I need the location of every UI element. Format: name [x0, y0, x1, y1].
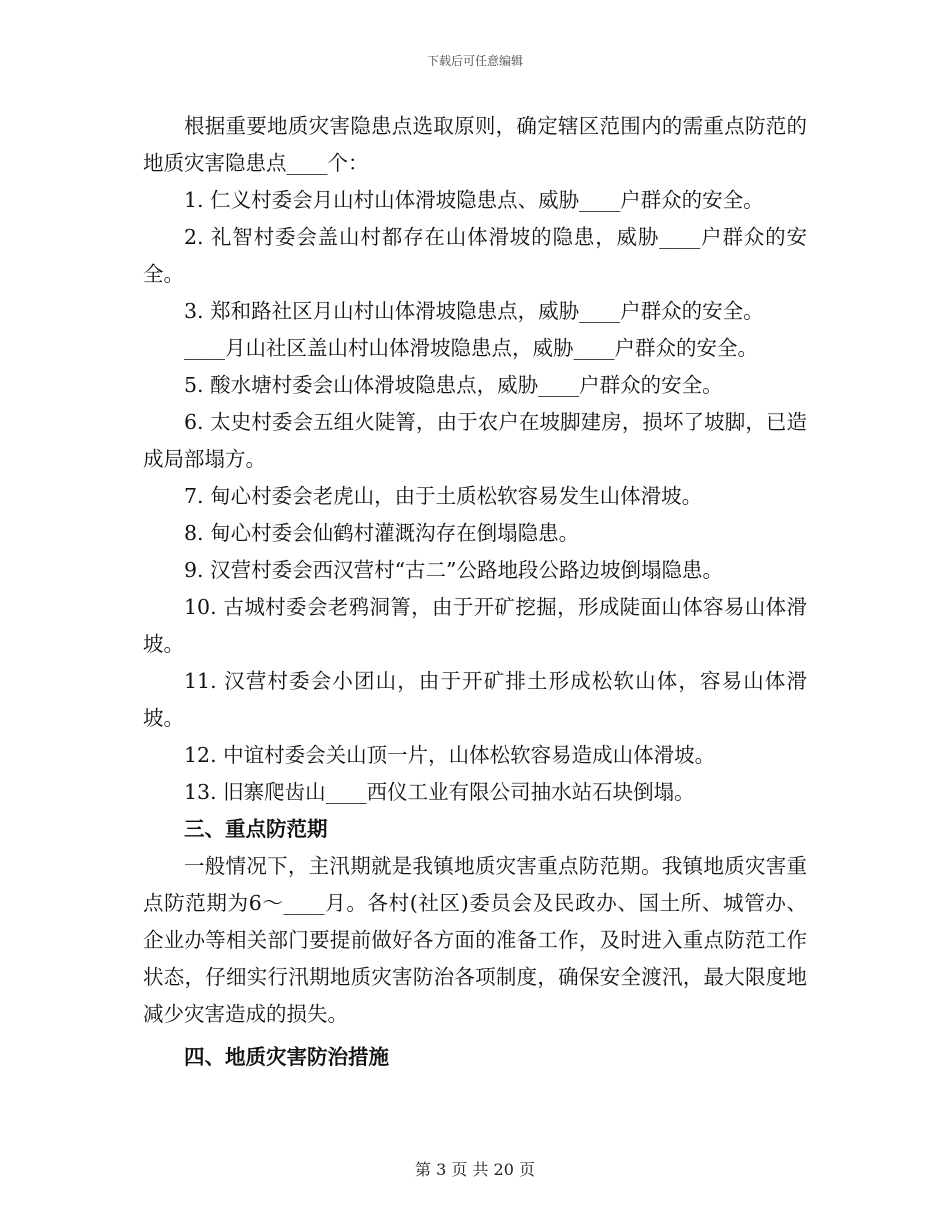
- list-item: 9. 汉营村委会西汉营村“古二”公路地段公路边坡倒塌隐患。: [184, 558, 724, 582]
- list-item: ____月山社区盖山村山体滑坡隐患点，威胁____户群众的安全。: [184, 336, 758, 360]
- intro-paragraph: 根据重要地质灾害隐患点选取原则，确定辖区范围内的需重点防范的地质灾害隐患点____个：: [143, 114, 807, 175]
- list-item: 10. 古城村委会老鸦洞箐，由于开矿挖掘，形成陡面山体容易山体滑坡。: [143, 595, 807, 656]
- page-footer: 第 3 页 共 20 页: [415, 1160, 535, 1179]
- list-item: 13. 旧寨爬齿山____西仪工业有限公司抽水站石块倒塌。: [184, 780, 695, 804]
- section-3-paragraph: 一般情况下，主汛期就是我镇地质灾害重点防范期。我镇地质灾害重点防范期为6～____月。各村(社区)委员会及民政办、国土所、城管办、企业办等相关部门要提前做好各方面的准备工作，及时进入重点防范工作状态，仔细实行汛期地质灾害防治各项制度，确保安全渡汛，最大限度地减少灾害造成的损失。: [143, 854, 807, 1026]
- section-heading-3: 三、重点防范期: [184, 817, 328, 841]
- section-heading-4: 四、地质灾害防治措施: [184, 1045, 389, 1069]
- list-item: 6. 太史村委会五组火陡箐，由于农户在坡脚建房，损坏了坡脚，已造成局部塌方。: [143, 410, 807, 471]
- document-body: [143, 108, 807, 1076]
- list-item: 11. 汉营村委会小团山，由于开矿排土形成松软山体，容易山体滑坡。: [143, 669, 807, 730]
- list-item: 5. 酸水塘村委会山体滑坡隐患点，威胁____户群众的安全。: [184, 373, 723, 397]
- page-header: 下载后可任意编辑: [426, 54, 523, 68]
- list-item: 8. 甸心村委会仙鹤村灌溉沟存在倒塌隐患。: [184, 521, 580, 545]
- list-item: 1. 仁义村委会月山村山体滑坡隐患点、威胁____户群众的安全。: [184, 188, 764, 212]
- list-item: 2. 礼智村委会盖山村都存在山体滑坡的隐患，威胁____户群众的安全。: [143, 225, 807, 286]
- list-item: 12. 中谊村委会关山顶一片，山体松软容易造成山体滑坡。: [184, 743, 716, 767]
- list-item: 3. 郑和路社区月山村山体滑坡隐患点，威胁____户群众的安全。: [184, 299, 764, 323]
- list-item: 7. 甸心村委会老虎山，由于土质松软容易发生山体滑坡。: [184, 484, 703, 508]
